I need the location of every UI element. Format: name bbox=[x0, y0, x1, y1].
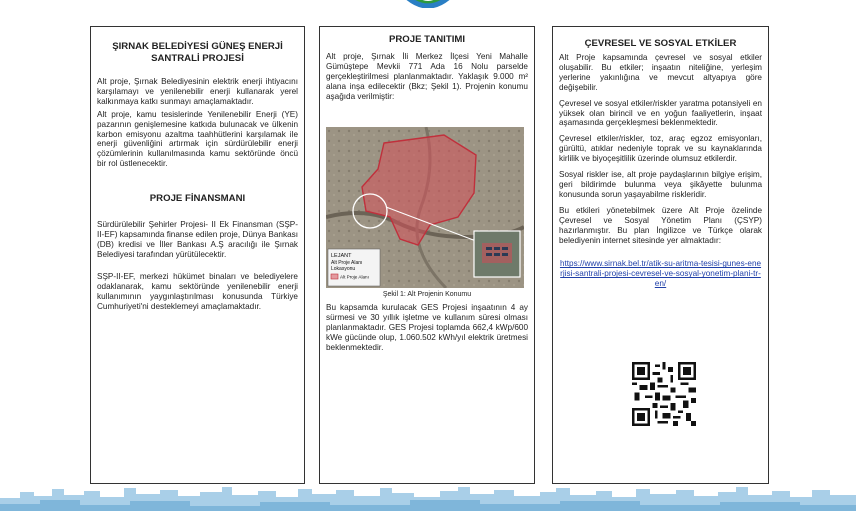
legend-line-2: Lokasyonu bbox=[331, 266, 356, 272]
intro-paragraph-2: Alt proje, kamu tesislerinde Yenilenebilir Enerji (YE) pazarının genişlemesine katkıda bulunacak ve ülkenin karbon emisyonu azaltma taahhütlerini karşılamak ile enerji güvenliğini artırmak için sürdürülebilir enerji çözümlerinin kullanılmasında kamu sektöründe öncü bir rol üstlenecektir. bbox=[97, 109, 298, 169]
location-paragraph: Alt proje, Şırnak İli Merkez İlçesi Yeni Mahalle Gümüştepe Mevkii 771 Ada 16 Nolu parselde gerçekleştirilmesi planlanmaktadır. Yaklaşık 9.000 m² alana inşa edilecektir (Bkz; Şekil 1). Projenin konumu aşağıda verilmiştir: bbox=[326, 52, 528, 101]
esmp-link[interactable]: https://www.sirnak.bel.tr/atik-su-aritma-tesisi-gunes-enerjisi-santrali-projesi-cevresel-ve-sosyal-yonetim-plani-tr-en/ bbox=[559, 259, 762, 289]
legend-title: LEJANT bbox=[331, 253, 352, 259]
ges-paragraph: Bu kapsamda kurulacak GES Projesi inşaatının 4 ay sürmesi ve 30 yıllık işletme ve kullanım süresi olması planlanmaktadır. GES Projesi toplamda 662,4 kWp/600 kWe gücünde olup, 1.060.502 kWh/yıl elektrik üretmesi beklenmektedir. bbox=[326, 303, 528, 352]
legend-line-1: Alt Proje Alanı bbox=[331, 260, 363, 266]
impacts-title: ÇEVRESEL VE SOSYAL ETKİLER bbox=[584, 38, 737, 49]
impacts-paragraph-4: Sosyal riskler ise, alt proje paydaşlarının bilgiye erişim, geri bildirimde bulunma veya şikâyette bulunma konusunda sorun yaşayabilme riskleridir. bbox=[559, 170, 762, 199]
legend-swatch bbox=[331, 274, 338, 279]
municipality-logo bbox=[396, 0, 460, 8]
project-info-panel bbox=[90, 26, 305, 484]
description-title: PROJE TANITIMI bbox=[388, 34, 466, 45]
project-description-panel bbox=[319, 26, 535, 484]
location-map bbox=[326, 127, 524, 288]
impacts-paragraph-1: Alt Proje kapsamında çevresel ve sosyal etkiler oluşabilir. Bu etkiler; inşaatın niteliğine, yerleşim yerlerine yakınlığına ve mevcut altyapıya göre değişebilir. bbox=[559, 53, 762, 92]
finance-paragraph-2: SŞP-II-EF, merkezi hükümet binaları ve belediyelere odaklanarak, kamu sektöründe yenilenebilir enerji kullanımının yaygınlaştırılması konusunda Türkiye Cumhuriyeti'ni desteklemeyi amaçlamaktadır. bbox=[97, 271, 298, 311]
legend-item-label: Alt Proje Alanı bbox=[340, 274, 369, 280]
qr-code[interactable] bbox=[632, 362, 696, 426]
city-skyline-decoration bbox=[0, 484, 856, 511]
impacts-paragraph-2: Çevresel ve sosyal etkiler/riskler yaratma potansiyeli en yüksek olan birincil ve en yoğun faaliyetlerin, inşaat aşamasında gerçekleşmesi beklenmektedir. bbox=[559, 98, 762, 128]
intro-paragraph-1: Alt proje, Şırnak Belediyesinin elektrik enerji ihtiyacını karşılamayı ve yenilenebilir enerji kullanarak yerel kalkınmaya katkı sunmayı amaçlamaktadır. bbox=[97, 77, 298, 106]
project-title: ŞIRNAK BELEDİYESİ GÜNEŞ ENERJİ SANTRALİ PROJESİ bbox=[112, 41, 283, 64]
impacts-paragraph-5: Bu etkileri yönetebilmek üzere Alt Proje özelinde Çevresel ve Sosyal Yönetim Planı (ÇSYP) hazırlanmıştır. Bu plan İngilizce ve Türkçe olarak belediyenin internet sitesinde yer almaktadır: bbox=[559, 205, 762, 245]
impacts-paragraph-3: Çevresel etkiler/riskler, toz, araç egzoz emisyonları, gürültü, atıklar nedeniyle toprak ve su kaynaklarında kirlilik ve biyoçeşitlilik üzerinde olumsuz etkilerdir. bbox=[559, 134, 762, 164]
finance-paragraph-1: Sürdürülebilir Şehirler Projesi- II Ek Finansman (SŞP-II-EF) kapsamında finanse edilen proje, Dünya Bankası (DB) kredisi ve İller Bankası A.Ş aracılığı ile Şırnak Belediyesi tarafından yürütülecektir. bbox=[97, 220, 298, 259]
finance-title: PROJE FİNANSMANI bbox=[149, 193, 246, 205]
figure-caption: Şekil 1: Alt Projenin Konumu bbox=[382, 291, 472, 298]
